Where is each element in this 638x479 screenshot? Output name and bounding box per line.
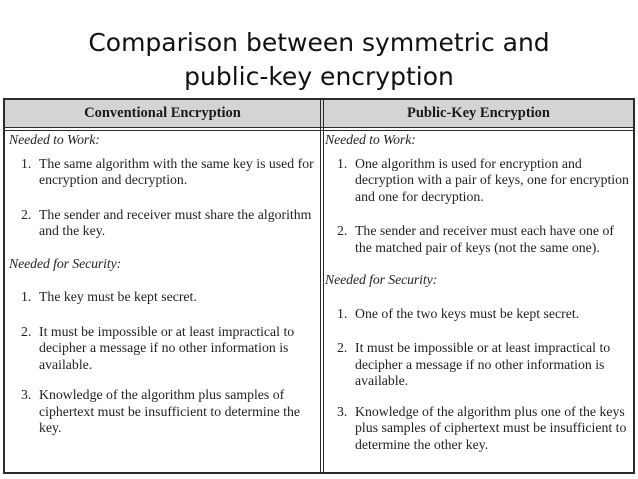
slide-title-line1: Comparison between symmetric and	[88, 28, 550, 57]
item-text: The sender and receiver must each have one of the matched pair of keys (not the same one).	[355, 223, 614, 255]
table-header-row	[5, 100, 633, 128]
list-item	[325, 404, 631, 454]
item-text: One of the two keys must be kept secret.	[355, 305, 580, 321]
item-text: One algorithm is used for encryption and decryption with a pair of keys, one for encryption and one for decryption.	[355, 155, 629, 204]
item-text: It must be impossible or at least impractical to decipher a message if no other information is available.	[355, 340, 611, 388]
slide-title-line2: public-key encryption	[184, 62, 454, 91]
item-text: The sender and receiver must share the algorithm and the key.	[39, 206, 312, 238]
needed-to-work-label: Needed to Work:	[325, 132, 416, 147]
item-number: 3.	[21, 387, 32, 402]
comparison-table	[3, 98, 635, 474]
item-text: Knowledge of the algorithm plus one of the keys plus samples of ciphertext must be insufficient to determine the other key.	[355, 403, 627, 452]
header-public-key-encryption: Public-Key Encryption	[407, 105, 550, 121]
header-divider	[5, 128, 633, 131]
item-number: 3.	[337, 403, 348, 419]
item-text: Knowledge of the algorithm plus samples of ciphertext must be insufficient to determine the key.	[39, 387, 301, 435]
list-item	[9, 156, 317, 189]
list-item	[9, 289, 317, 306]
item-number: 1.	[21, 155, 32, 171]
item-number: 1.	[337, 155, 348, 171]
column-divider	[320, 100, 324, 472]
needed-for-security-label: Needed for Security:	[325, 272, 438, 287]
slide-title	[0, 26, 638, 94]
list-item	[9, 324, 317, 374]
item-text: The key must be kept secret.	[39, 289, 197, 304]
list-item	[325, 306, 631, 323]
item-text: The same algorithm with the same key is used for encryption and decryption.	[39, 155, 314, 187]
list-item	[325, 156, 631, 206]
needed-to-work-label: Needed to Work:	[9, 132, 100, 147]
public-key-column	[325, 132, 631, 453]
list-item	[325, 340, 631, 390]
conventional-column	[9, 132, 317, 437]
list-item	[325, 223, 631, 256]
item-number: 2.	[21, 206, 32, 222]
item-number: 2.	[337, 223, 348, 238]
list-item	[9, 207, 317, 240]
item-number: 1.	[21, 289, 32, 304]
item-number: 2.	[21, 323, 32, 339]
item-number: 2.	[337, 340, 348, 355]
list-item	[9, 387, 317, 437]
header-conventional-encryption: Conventional Encryption	[84, 105, 241, 121]
item-text: It must be impossible or at least impractical to decipher a message if no other information is available.	[39, 323, 295, 372]
item-number: 1.	[337, 305, 348, 321]
needed-for-security-label: Needed for Security:	[9, 255, 122, 271]
